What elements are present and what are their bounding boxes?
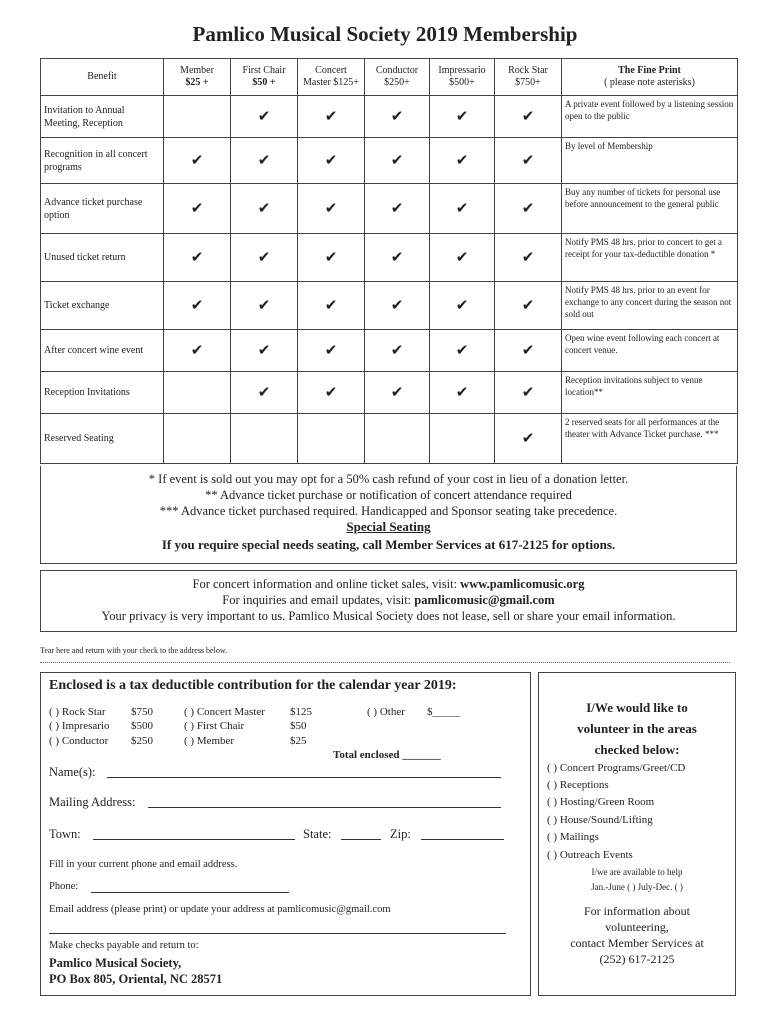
check-icon: ✔	[231, 184, 298, 234]
empty-cell	[430, 414, 495, 464]
volunteer-receptions[interactable]: ( ) Receptions	[547, 779, 609, 791]
benefit-cell: Advance ticket purchase option	[41, 184, 164, 234]
check-icon: ✔	[495, 184, 562, 234]
header-level-conductor: Conductor $250+	[365, 59, 430, 96]
check-icon: ✔	[365, 184, 430, 234]
check-icon: ✔	[298, 330, 365, 372]
check-icon: ✔	[495, 330, 562, 372]
option-impresario[interactable]: ( ) Impresario $500	[49, 720, 153, 732]
check-icon: ✔	[231, 96, 298, 138]
contribution-form	[40, 672, 531, 996]
check-icon: ✔	[164, 234, 231, 282]
check-icon: ✔	[164, 138, 231, 184]
check-icon: ✔	[298, 96, 365, 138]
check-icon: ✔	[365, 282, 430, 330]
info-ticket-sales: For concert information and online ticket sales, visit: www.pamlicomusic.org	[192, 577, 585, 591]
option-concert-master[interactable]: ( ) Concert Master $125	[184, 706, 312, 718]
name-field[interactable]	[107, 777, 501, 778]
option-conductor[interactable]: ( ) Conductor $250	[49, 735, 153, 747]
check-icon: ✔	[365, 96, 430, 138]
mailing-address-street: PO Box 805, Oriental, NC 28571	[49, 972, 223, 986]
table-row	[41, 234, 738, 282]
check-icon: ✔	[298, 282, 365, 330]
check-icon: ✔	[298, 372, 365, 414]
header-level-first-chair: First Chair $50 +	[231, 59, 298, 96]
option-rock-star[interactable]: ( ) Rock Star $750	[49, 706, 153, 718]
header-level-rock-star: Rock Star $750+	[495, 59, 562, 96]
table-row	[41, 282, 738, 330]
benefit-cell: Ticket exchange	[41, 282, 164, 330]
zip-field[interactable]	[421, 839, 504, 840]
empty-cell	[164, 372, 231, 414]
check-icon: ✔	[495, 138, 562, 184]
check-icon: ✔	[495, 96, 562, 138]
header-level-impressario: Impressario $500+	[430, 59, 495, 96]
benefit-cell: Reception Invitations	[41, 372, 164, 414]
table-row	[41, 414, 738, 464]
table-row	[41, 330, 738, 372]
check-icon: ✔	[164, 282, 231, 330]
check-icon: ✔	[495, 414, 562, 464]
tear-instruction: Tear here and return with your check to the address below.	[40, 646, 228, 655]
header-benefit: Benefit	[41, 59, 164, 96]
checks-instruction: Make checks payable and return to:	[49, 940, 199, 951]
header-fine-print: The Fine Print ( please note asterisks)	[562, 59, 738, 96]
membership-benefits-table	[40, 58, 738, 464]
benefit-cell: Unused ticket return	[41, 234, 164, 282]
fine-print-cell: Open wine event following each concert at concert venue.	[562, 330, 738, 372]
fill-instruction: Fill in your current phone and email address.	[49, 859, 238, 870]
check-icon: ✔	[430, 96, 495, 138]
option-other[interactable]: ( ) Other $_____	[367, 706, 460, 718]
check-icon: ✔	[164, 330, 231, 372]
check-icon: ✔	[231, 330, 298, 372]
check-icon: ✔	[231, 138, 298, 184]
info-box	[40, 570, 737, 632]
tear-line	[40, 662, 730, 663]
fine-print-cell: 2 reserved seats for all performances at the theater with Advance Ticket purchase. ***	[562, 414, 738, 464]
empty-cell	[298, 414, 365, 464]
availability-periods[interactable]: Jan.-June ( ) July-Dec. ( )	[591, 882, 683, 892]
check-icon: ✔	[365, 330, 430, 372]
town-label: Town:	[49, 827, 81, 841]
table-row	[41, 372, 738, 414]
check-icon: ✔	[495, 234, 562, 282]
check-icon: ✔	[430, 138, 495, 184]
check-icon: ✔	[365, 234, 430, 282]
privacy-note: Your privacy is very important to us. Pamlico Musical Society does not lease, sell or share your email information.	[101, 609, 676, 623]
town-field[interactable]	[93, 839, 295, 840]
state-field[interactable]	[341, 839, 381, 840]
special-seating-heading: Special Seating	[346, 519, 431, 534]
special-seating-note: If you require special needs seating, call Member Services at 617-2125 for options.	[161, 537, 616, 552]
check-icon: ✔	[430, 372, 495, 414]
check-icon: ✔	[298, 234, 365, 282]
volunteer-hosting[interactable]: ( ) Hosting/Green Room	[547, 796, 655, 808]
zip-label: Zip:	[390, 827, 411, 841]
volunteer-concert-programs[interactable]: ( ) Concert Programs/Greet/CD	[547, 762, 686, 774]
name-label: Name(s):	[49, 765, 96, 779]
fine-print-cell: Reception invitations subject to venue location**	[562, 372, 738, 414]
email-link[interactable]: pamlicomusic@gmail.com	[414, 593, 555, 607]
check-icon: ✔	[495, 372, 562, 414]
page-title: Pamlico Musical Society 2019 Membership	[192, 22, 578, 46]
check-icon: ✔	[231, 282, 298, 330]
check-icon: ✔	[298, 184, 365, 234]
contribution-heading: Enclosed is a tax deductible contribution for the calendar year 2019:	[49, 678, 457, 693]
empty-cell	[164, 414, 231, 464]
header-level-member: Member $25 +	[164, 59, 231, 96]
check-icon: ✔	[164, 184, 231, 234]
option-first-chair[interactable]: ( ) First Chair $50	[184, 720, 307, 732]
empty-cell	[231, 414, 298, 464]
check-icon: ✔	[495, 282, 562, 330]
volunteer-form	[538, 672, 736, 996]
state-label: State:	[303, 827, 332, 841]
check-icon: ✔	[365, 372, 430, 414]
benefit-cell: Invitation to Annual Meeting, Reception	[41, 96, 164, 138]
mailing-address-label: Mailing Address:	[49, 795, 136, 809]
mailing-address-name: Pamlico Musical Society,	[49, 956, 182, 970]
volunteer-heading: I/We would like to volunteer in the areas checked below:	[577, 700, 697, 757]
info-inquiries: For inquiries and email updates, visit: pamlicomusic@gmail.com	[222, 593, 555, 607]
check-icon: ✔	[365, 138, 430, 184]
check-icon: ✔	[298, 138, 365, 184]
email-instruction: Email address (please print) or update your address at pamlicomusic@gmail.com	[49, 904, 391, 915]
footnote-advance-purchase: *** Advance ticket purchased required. Handicapped and Sponsor seating take precedence.	[159, 504, 618, 518]
check-icon: ✔	[430, 234, 495, 282]
fine-print-cell: Buy any number of tickets for personal use before announcement to the general public	[562, 184, 738, 234]
option-member[interactable]: ( ) Member $25	[184, 735, 307, 747]
volunteer-outreach[interactable]: ( ) Outreach Events	[547, 849, 633, 861]
empty-cell	[365, 414, 430, 464]
phone-field[interactable]	[91, 892, 289, 893]
availability-label: I/we are available to help	[591, 867, 683, 877]
website-link[interactable]: www.pamlicomusic.org	[460, 577, 585, 591]
table-row	[41, 96, 738, 138]
check-icon: ✔	[430, 330, 495, 372]
check-icon: ✔	[430, 282, 495, 330]
volunteer-mailings[interactable]: ( ) Mailings	[547, 831, 599, 843]
table-row	[41, 138, 738, 184]
empty-cell	[164, 96, 231, 138]
footnote-advance-notification: ** Advance ticket purchase or notification of concert attendance required	[205, 488, 572, 502]
check-icon: ✔	[231, 234, 298, 282]
check-icon: ✔	[430, 184, 495, 234]
fine-print-cell: Notify PMS 48 hrs. prior to an event for exchange to any concert during the season not sold out	[562, 282, 738, 330]
volunteer-contact: For information about volunteering, contact Member Services at (252) 617-2125	[570, 904, 704, 966]
table-row	[41, 184, 738, 234]
benefit-cell: Reserved Seating	[41, 414, 164, 464]
total-enclosed[interactable]: Total enclosed _______	[333, 749, 441, 761]
benefit-cell: After concert wine event	[41, 330, 164, 372]
fine-print-cell: Notify PMS 48 hrs. prior to concert to get a receipt for your tax-deductible donation *	[562, 234, 738, 282]
benefit-cell: Recognition in all concert programs	[41, 138, 164, 184]
fine-print-cell: A private event followed by a listening session open to the public	[562, 96, 738, 138]
phone-label: Phone:	[49, 881, 79, 892]
check-icon: ✔	[231, 372, 298, 414]
email-field[interactable]	[49, 933, 506, 934]
volunteer-house-sound[interactable]: ( ) House/Sound/Lifting	[547, 814, 653, 826]
table-header-row	[41, 59, 738, 96]
header-level-concert-master: Concert Master $125+	[298, 59, 365, 96]
footnote-refund: * If event is sold out you may opt for a 50% cash refund of your cost in lieu of a donation letter.	[148, 472, 629, 486]
footnotes-box	[40, 466, 737, 564]
mailing-address-field[interactable]	[148, 807, 501, 808]
fine-print-cell: By level of Membership	[562, 138, 738, 184]
